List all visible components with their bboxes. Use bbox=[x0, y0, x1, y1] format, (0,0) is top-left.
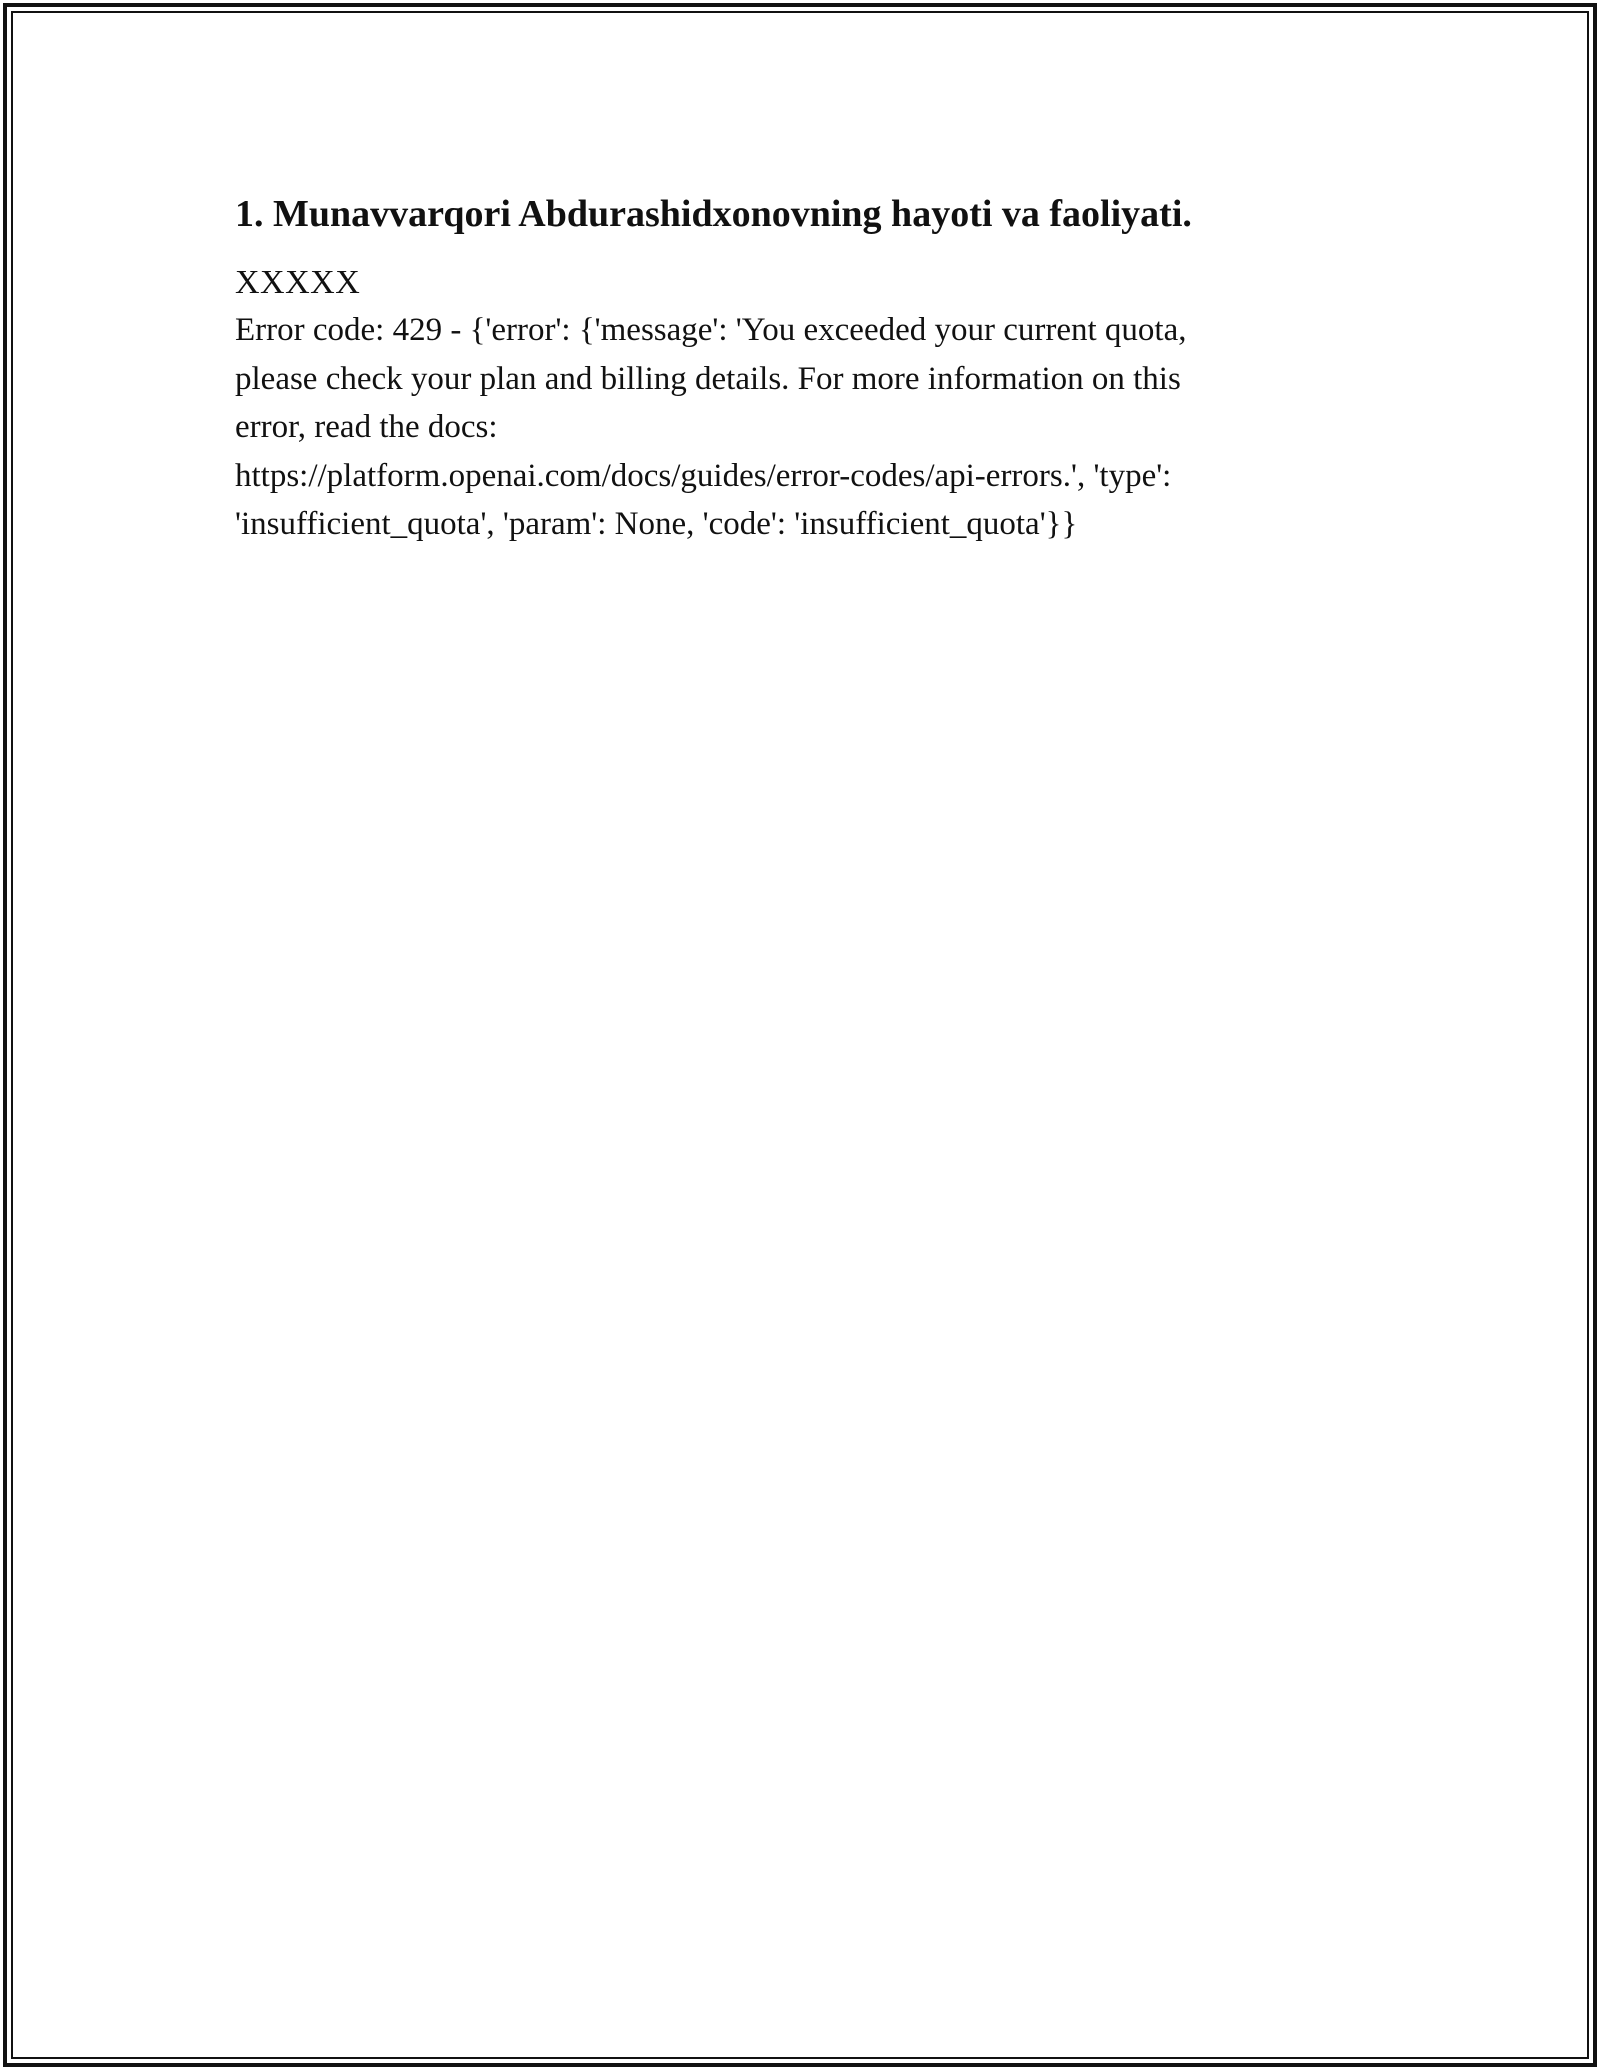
placeholder-text: XXXXX bbox=[235, 264, 361, 301]
error-line: https://platform.openai.com/docs/guides/error-codes/api-errors.', 'type': bbox=[235, 457, 1172, 494]
error-line: please check your plan and billing details. For more information on this bbox=[235, 360, 1181, 397]
error-message bbox=[235, 306, 1335, 549]
page-content bbox=[235, 186, 1335, 549]
section-heading: 1. Munavvarqori Abdurashidxonovning hayoti va faoliyati. bbox=[235, 193, 1192, 235]
error-line: 'insufficient_quota', 'param': None, 'code': 'insufficient_quota'}} bbox=[235, 506, 1078, 542]
error-line: error, read the docs: bbox=[235, 409, 498, 445]
error-line: Error code: 429 - {'error': {'message': 'You exceeded your current quota, bbox=[235, 312, 1187, 348]
